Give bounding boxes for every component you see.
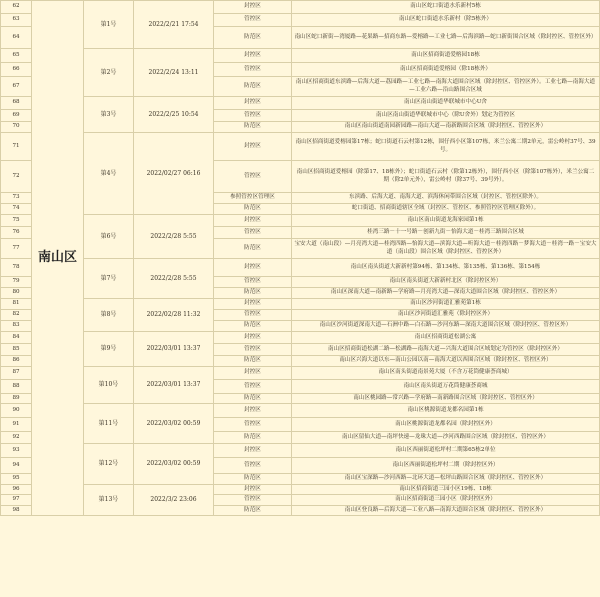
- area-description: 南山区南头街道万花筒健康荟商城: [292, 380, 600, 394]
- area-type: 管控区: [214, 63, 292, 77]
- area-type: 管控区: [214, 418, 292, 432]
- area-type: 封控区: [214, 299, 292, 310]
- notice-number: 第8号: [84, 299, 134, 332]
- area-description: 南山区南山街道龙海家园第1栋: [292, 215, 600, 227]
- row-number: 81: [1, 299, 32, 310]
- area-type: 管控区: [214, 380, 292, 394]
- area-description: 南山区留仙大道—南坪快速—龙珠大道—沙河西路围合区域（除封控区、管控区外）: [292, 432, 600, 444]
- table-row: [1, 444, 600, 458]
- area-type: 管控区: [214, 227, 292, 239]
- row-number: 75: [1, 215, 32, 227]
- notice-number: 第11号: [84, 404, 134, 444]
- row-number: 80: [1, 288, 32, 299]
- area-type: 防范区: [214, 288, 292, 299]
- row-number: 65: [1, 49, 32, 63]
- area-type: 防范区: [214, 394, 292, 404]
- notice-number: 第4号: [84, 133, 134, 215]
- row-number: 85: [1, 344, 32, 356]
- area-description: 南山区南头街道大新新村第94栋、第134栋、第135栋、第136栋、第154栋: [292, 259, 600, 277]
- notice-time: 2022/03/02 00:59: [134, 444, 214, 485]
- area-type: 管控区: [214, 277, 292, 288]
- notice-time: 2022/2/24 13:11: [134, 49, 214, 97]
- area-type: 防范区: [214, 204, 292, 215]
- table-row: [1, 367, 600, 380]
- notice-number: 第6号: [84, 215, 134, 259]
- area-type: 封控区: [214, 259, 292, 277]
- notice-number: 第7号: [84, 259, 134, 299]
- area-description: 蛇口街道、招商街道辖区全域（封控区、管控区、参照管控区管理区除外）。: [292, 204, 600, 215]
- row-number: 72: [1, 161, 32, 193]
- area-type: 管控区: [214, 14, 292, 27]
- notice-time: 2022/02/27 06:16: [134, 133, 214, 215]
- area-description: 南山区深南大道—南新路—学府路—月亮湾大道—深南大道围合区域（除封控区、管控区外）: [292, 288, 600, 299]
- area-description: 南山区蛇口街道水乐新村（除5栋外）: [292, 14, 600, 27]
- area-type: 封控区: [214, 215, 292, 227]
- area-type: 防范区: [214, 27, 292, 49]
- row-number: 94: [1, 458, 32, 474]
- area-type: 管控区: [214, 495, 292, 506]
- table-row: [1, 332, 600, 344]
- area-type: 防范区: [214, 356, 292, 367]
- row-number: 90: [1, 404, 32, 418]
- row-number: 86: [1, 356, 32, 367]
- table-row: [1, 299, 600, 310]
- row-number: 63: [1, 14, 32, 27]
- row-number: 77: [1, 239, 32, 259]
- area-description: 南山区招商街道爱榕园第17栋；蛇口街道石云村第12栋，围仔西小区第107栋，米兰公寓二期2单元，雷公岭村37号、39号。: [292, 133, 600, 161]
- area-type: 防范区: [214, 474, 292, 485]
- area-description: 南山区招商街道爱榕园（除第17、18栋外）；蛇口街道石云村（除第12栋外），围仔西小区（除第107栋外），米兰公寓二期（除2单元外），雷公岭村（除37号、39号外）。: [292, 161, 600, 193]
- notice-time: 2022/2/28 5:55: [134, 259, 214, 299]
- area-description: 南山区桃园路—常兴路—学府路—南新路围合区域（除封控区、管控区外）: [292, 394, 600, 404]
- area-type: 防范区: [214, 432, 292, 444]
- area-type: 封控区: [214, 444, 292, 458]
- row-number: 68: [1, 97, 32, 110]
- area-type: 封控区: [214, 49, 292, 63]
- area-type: 防范区: [214, 321, 292, 332]
- notice-time: 2022/03/02 00:59: [134, 404, 214, 444]
- notice-time: 2022/03/01 13:37: [134, 367, 214, 404]
- area-description: 南山区宝深路—沙河西路—北环大道—松坪山路围合区域（除封控区、管控区外）: [292, 474, 600, 485]
- area-type: 管控区: [214, 110, 292, 122]
- area-type: 管控区: [214, 310, 292, 321]
- area-description: 南山区招商街道三园小区（除封控区外）: [292, 495, 600, 506]
- row-number: 66: [1, 63, 32, 77]
- row-number: 92: [1, 432, 32, 444]
- row-number: 95: [1, 474, 32, 485]
- area-type: 参照管控区管理区: [214, 193, 292, 204]
- area-type: 封控区: [214, 404, 292, 418]
- area-description: 南山区登良路—后海大道—工业八路—南海大道围合区域（除封控区、管控区外）: [292, 506, 600, 516]
- area-description: 南山区南头街道大新新村北区（除封控区外）: [292, 277, 600, 288]
- area-description: 南山区西丽街道松坪村二期第65栋2单位: [292, 444, 600, 458]
- row-number: 71: [1, 133, 32, 161]
- row-number: 76: [1, 227, 32, 239]
- notice-time: 2022/2/28 5:55: [134, 215, 214, 259]
- area-description: 南山区南山街道华联城市中心U舍: [292, 97, 600, 110]
- row-number: 97: [1, 495, 32, 506]
- row-number: 91: [1, 418, 32, 432]
- area-description: 南山区招商街道爱榕园18栋: [292, 49, 600, 63]
- notice-time: 2022/02/28 11:32: [134, 299, 214, 332]
- row-number: 78: [1, 259, 32, 277]
- area-description: 南山区沙河街道深南大道—石洲中路—白石路—沙河东路—深南大道围合区域（除封控区、管控区外）: [292, 321, 600, 332]
- area-description: 南山区南山街道南园新园路—南山大道—南新路围合区域（除封控区、管控区外）: [292, 122, 600, 133]
- notice-number: 第1号: [84, 1, 134, 49]
- notice-number: 第9号: [84, 332, 134, 367]
- row-number: 87: [1, 367, 32, 380]
- notice-time: 2022/03/01 13:37: [134, 332, 214, 367]
- area-type: 封控区: [214, 332, 292, 344]
- row-number: 79: [1, 277, 32, 288]
- area-description: 宝安大道（南山段）—月亮湾大道—桂湾四路—怡海大道—滨海大道—听海大道－桂湾四路－梦海大道－桂湾一路－宝安大道（南山段）围合区域（除封控区、管控区外）: [292, 239, 600, 259]
- table-row: [1, 485, 600, 495]
- table-row: [1, 404, 600, 418]
- area-description: 南山区招商街道松湖二路—松湖路—南海大道—兴海大道围合区域划定为管控区（除封控区外）: [292, 344, 600, 356]
- area-type: 防范区: [214, 122, 292, 133]
- row-number: 70: [1, 122, 32, 133]
- notice-number: 第3号: [84, 97, 134, 133]
- area-description: 南山区招商街道东滨路—后海大道—荔园路—工业七路—南海大道围合区域（除封控区、管控区外）。工业七路—南海大道—工业六路—沿山路围合区域: [292, 77, 600, 97]
- area-description: 南山区蛇口新街—湾厦路—花果路—招商东路—爱榕路—工业七路—后海滨路—蛇口新街围合区域（除封控区、管控区外）: [292, 27, 600, 49]
- table-row: [1, 1, 600, 14]
- row-number: 67: [1, 77, 32, 97]
- area-description: 南山区南山街道华联城市中心（除U舍外）划定为管控区: [292, 110, 600, 122]
- row-number: 96: [1, 485, 32, 495]
- area-type: 封控区: [214, 485, 292, 495]
- row-number: 62: [1, 1, 32, 14]
- area-type: 封控区: [214, 1, 292, 14]
- area-type: 封控区: [214, 367, 292, 380]
- row-number: 98: [1, 506, 32, 516]
- notice-number: 第2号: [84, 49, 134, 97]
- table-row: [1, 133, 600, 161]
- row-number: 82: [1, 310, 32, 321]
- area-description: 南山区沙河街道汇雅苑（除封控区外）: [292, 310, 600, 321]
- area-description: 南山区桃源街道龙都名园（除封控区外）: [292, 418, 600, 432]
- area-description: 东滨路、后海大道、南海大道、滨海休闲带围合区域（封控区、管控区除外）。: [292, 193, 600, 204]
- row-number: 84: [1, 332, 32, 344]
- notice-number: 第12号: [84, 444, 134, 485]
- notice-time: 2022/3/2 23:06: [134, 485, 214, 516]
- area-description: 南山区西丽街道松坪村二期（除封控区外）: [292, 458, 600, 474]
- area-description: 南山区兴海大道以东—南山公园以南—南海大道以西围合区域（除封控区、管控区外）: [292, 356, 600, 367]
- area-type: 防范区: [214, 506, 292, 516]
- area-type: 封控区: [214, 133, 292, 161]
- table-row: [1, 259, 600, 277]
- table-row: [1, 215, 600, 227]
- row-number: 64: [1, 27, 32, 49]
- row-number: 88: [1, 380, 32, 394]
- area-description: 南山区招商街道三园小区19栋、18栋: [292, 485, 600, 495]
- area-description: 南山区桃源街道龙都名园第1栋: [292, 404, 600, 418]
- row-number: 73: [1, 193, 32, 204]
- row-number: 74: [1, 204, 32, 215]
- notice-time: 2022/2/25 10:54: [134, 97, 214, 133]
- area-type: 封控区: [214, 97, 292, 110]
- table-body: [1, 1, 600, 516]
- notice-number: 第10号: [84, 367, 134, 404]
- table-row: [1, 97, 600, 110]
- area-description: 南山区沙河街道汇雅苑第1栋: [292, 299, 600, 310]
- area-type: 管控区: [214, 161, 292, 193]
- district-cell: 南山区: [32, 1, 84, 516]
- area-type: 防范区: [214, 77, 292, 97]
- row-number: 69: [1, 110, 32, 122]
- area-description: 桂湾三路－十一号路－创新九街－怡海大道－桂湾三路围合区域: [292, 227, 600, 239]
- table-row: [1, 49, 600, 63]
- notice-number: 第13号: [84, 485, 134, 516]
- area-description: 南山区蛇口街道水乐新村5栋: [292, 1, 600, 14]
- area-description: 南山区南头街道南景苑大厦（不含万花筒健康荟商城）: [292, 367, 600, 380]
- row-number: 83: [1, 321, 32, 332]
- area-type: 管控区: [214, 458, 292, 474]
- row-number: 89: [1, 394, 32, 404]
- area-type: 防范区: [214, 239, 292, 259]
- notice-time: 2022/2/21 17:54: [134, 1, 214, 49]
- area-description: 南山区招商街道松湖公寓: [292, 332, 600, 344]
- area-description: 南山区招商街道爱榕园（除18栋外）: [292, 63, 600, 77]
- area-type: 管控区: [214, 344, 292, 356]
- row-number: 93: [1, 444, 32, 458]
